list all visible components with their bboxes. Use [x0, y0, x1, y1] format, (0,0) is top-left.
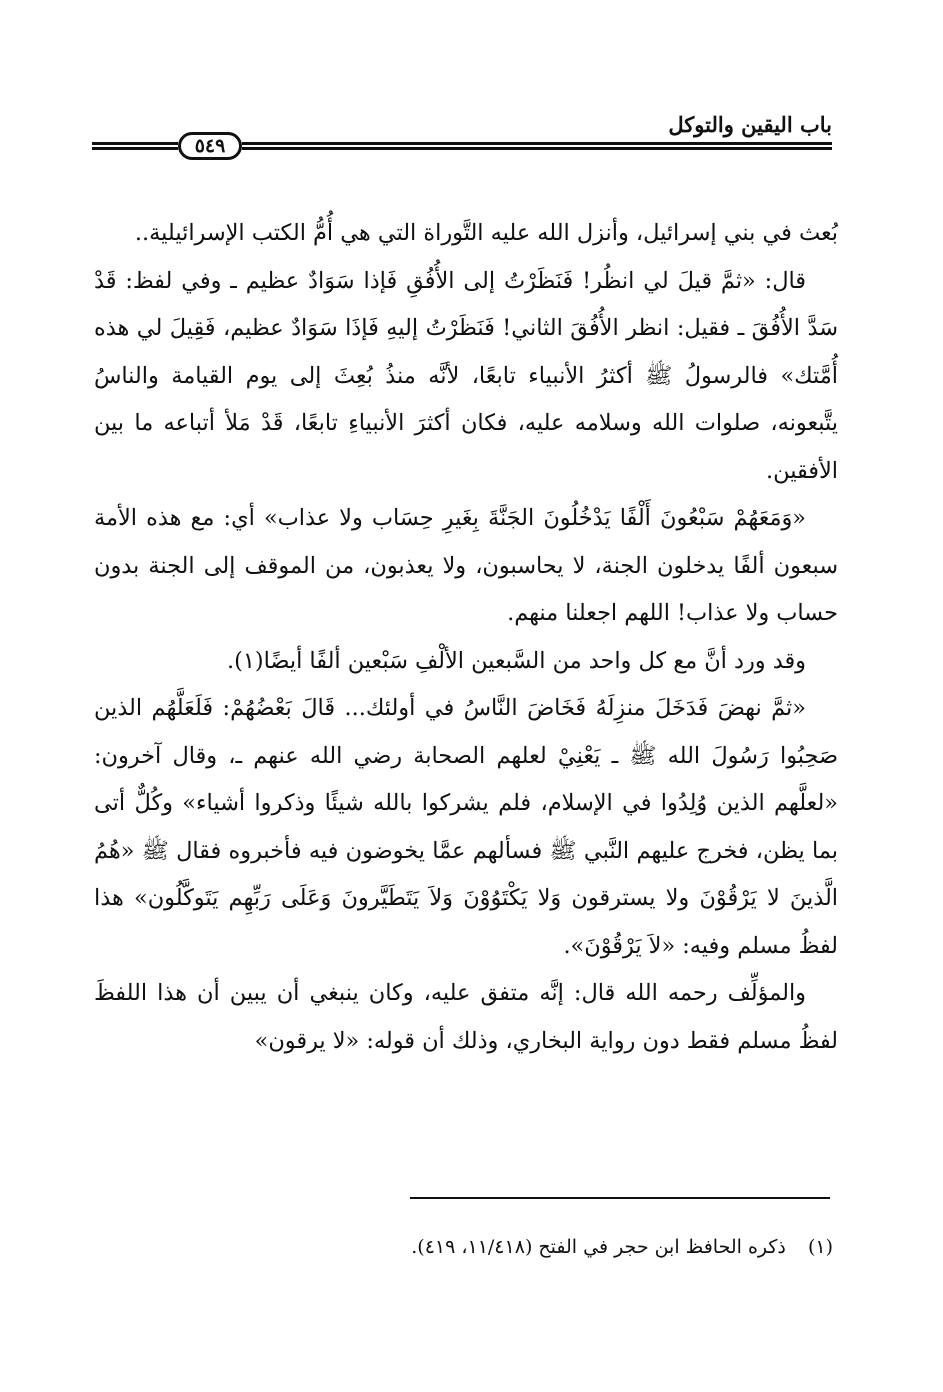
footnote-text: ذكره الحافظ ابن حجر في الفتح (١١/٤١٨، ٤١٩).: [411, 1236, 786, 1258]
paragraph: «وَمَعَهُمْ سَبْعُونَ أَلْفًا يَدْخُلُونَ الجَنَّةَ بِغَيرِ حِسَاب ولا عذاب» أي: مع هذه الأمة سبعون ألفًا يدخلون الجنة، لا يحاسبون، ولا يعذبون، من الموقف إلى الجنة بدون حساب ولا عذاب! اللهم اجعلنا منهم.: [94, 505, 838, 626]
page-header: [92, 108, 832, 158]
header-rule-left: [92, 142, 178, 150]
page-number: ٥٤٩: [178, 132, 242, 160]
header-rule-right: [242, 142, 832, 150]
paragraph: «ثمَّ نهضَ فَدَخَلَ منزِلَهُ فَخَاضَ النَّاسُ في أولئك... قَالَ بَعْضُهُمْ: فَلَعَلَّهُم الذين صَحِبُوا رَسُولَ الله ﷺ ـ يَعْنِيْ لعلهم الصحابة رضي الله عنهم ـ، وقال آخرون: «لعلَّهم الذين وُلِدُوا في الإسلام، فلم يشركوا بالله شيئًا وذكروا أشياء» وكُلٌّ أتى بما يظن، فخرج عليهم النَّبي ﷺ فسألهم عمَّا يخوضون فيه فأخبروه فقال ﷺ «هُمُ الَّذينَ لا يَرْقُوْنَ ولا يسترقون وَلا يَكْتَوُوْنَ وَلاَ يَتَطَيَّرونَ وَعَلَى رَبِّهِم يَتَوكَّلُون» هذا لفظُ مسلم وفيه: «لاَ يَرْقُوْنَ».: [94, 695, 838, 959]
footnote: [411, 1236, 833, 1258]
chapter-title: باب اليقين والتوكل: [668, 112, 832, 137]
paragraph: بُعث في بني إسرائيل، وأنزل الله عليه التَّوراة التي هي أُمُّ الكتب الإسرائيلية..: [134, 220, 838, 246]
footnote-number: (١): [807, 1236, 833, 1258]
paragraph: وقد ورد أنَّ مع كل واحد من السَّبعين الألْفِ سَبْعين ألفًا أيضًا(١).: [226, 647, 806, 674]
main-text: [94, 210, 838, 1065]
paragraph: والمؤلِّف رحمه الله قال: إنَّه متفق عليه، وكان ينبغي أن يبين أن هذا اللفظَ لفظُ مسلم فقط دون رواية البخاري، وذلك أن قوله: «لا يرقون»: [94, 980, 838, 1054]
paragraph: قال: «ثمَّ قيلَ لي انظُر! فَنَظَرْتُ إلى الأُفُقِ فَإذا سَوَادٌ عظيم ـ وفي لفظ: قَدْ سَدَّ الأُفُقَ ـ فقيل: انظر الأُفُقَ الثاني! فَنَظَرْتُ إليهِ فَإذَا سَوَادٌ عظيم، فَقِيلَ لي هذه أُمَّتك» فالرسولُ ﷺ أكثرُ الأنبياء تابعًا، لأنَّه منذُ بُعِثَ إلى يوم القيامة والناسُ يتَّبعونه، صلوات الله وسلامه عليه، فكان أكثرَ الأنبياءِ تابعًا، قَدْ مَلأ أتباعه ما بين الأفقين.: [94, 267, 838, 484]
footnote-divider: [410, 1197, 830, 1199]
